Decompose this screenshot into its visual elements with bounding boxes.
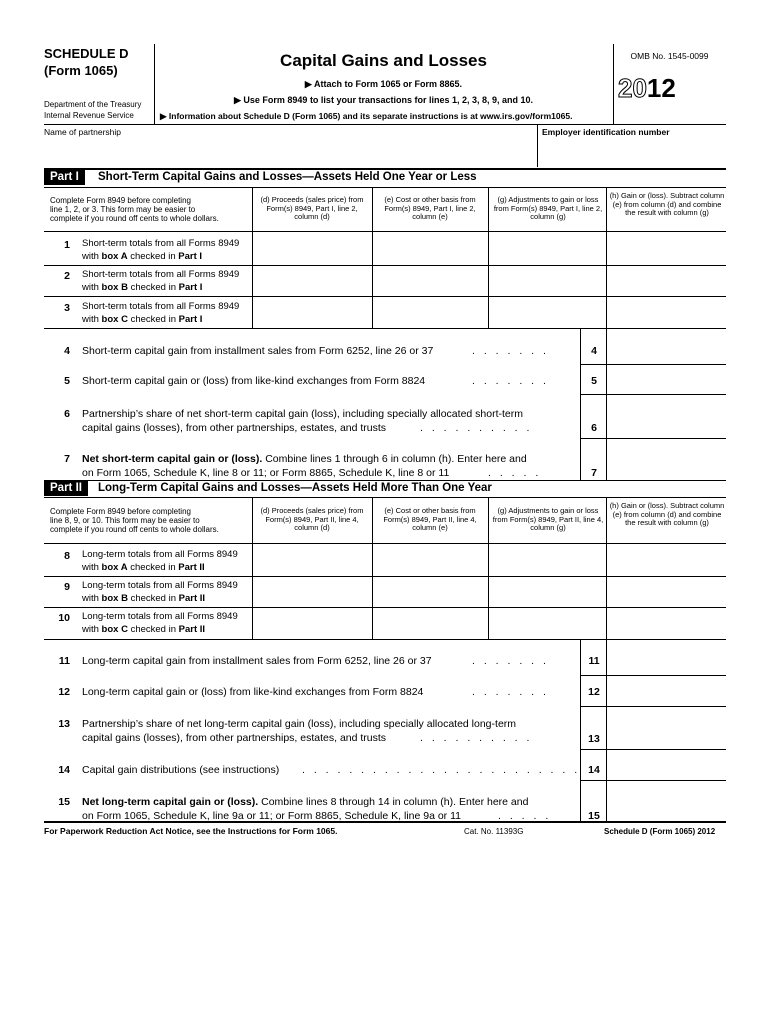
line-5-input[interactable] xyxy=(608,366,724,392)
line-2-desc: Short-term totals from all Forms 8949 xyxy=(82,269,240,280)
part2-badge: Part II xyxy=(44,481,88,496)
ein-field[interactable] xyxy=(540,138,724,164)
line-7-desc-a: Net short-term capital gain or (loss). Combine lines 1 through 6 in column (h). Enter here and xyxy=(82,453,527,465)
info-note: ▶ Information about Schedule D (Form 1065) and its separate instructions is at www.irs.gov/form1065. xyxy=(160,111,573,121)
line-10-col-g-input[interactable] xyxy=(490,609,604,637)
line-6-desc-b: capital gains (losses), from other partnerships, estates, and trusts xyxy=(82,422,387,434)
line-9-number: 9 xyxy=(64,581,70,593)
partnership-name-field[interactable] xyxy=(46,138,534,164)
tax-year xyxy=(618,74,676,102)
tax-year-solid: 12 xyxy=(646,73,676,103)
line-15-box-number: 15 xyxy=(588,810,600,822)
line-11-box-number: 11 xyxy=(588,655,600,667)
line-5-desc: Short-term capital gain or (loss) from like-kind exchanges from Form 8824 xyxy=(82,375,426,387)
line-10-desc-b: with box C checked in Part II xyxy=(82,624,206,635)
schedule-label: SCHEDULE D xyxy=(44,46,129,61)
line-4-input[interactable] xyxy=(608,330,724,362)
attach-note: ▶ Attach to Form 1065 or Form 8865. xyxy=(304,79,463,89)
line-4-number: 4 xyxy=(64,345,70,357)
line-8-col-g-input[interactable] xyxy=(490,545,604,574)
line-12-input[interactable] xyxy=(608,677,724,704)
line-3-col-e-input[interactable] xyxy=(374,298,486,326)
line-10-col-h-input[interactable] xyxy=(608,609,724,637)
line-2-col-e-input[interactable] xyxy=(374,267,486,294)
line-1-number: 1 xyxy=(64,239,70,251)
line-12-box-number: 12 xyxy=(588,686,600,698)
line-2-number: 2 xyxy=(64,270,70,282)
line-6-box-number: 6 xyxy=(591,422,597,434)
line-1-desc: Short-term totals from all Forms 8949 xyxy=(82,238,240,249)
part1-badge: Part I xyxy=(44,170,85,185)
line-6-number: 6 xyxy=(64,408,70,420)
line-13-desc-a: Partnership’s share of net long-term capital gain (loss), including specially allocated long-term xyxy=(82,718,517,730)
part2-col-d-header: (d) Proceeds (sales price) from Form(s) 8949, Part II, line 4, column (d) xyxy=(260,506,364,532)
line-9-col-e-input[interactable] xyxy=(374,578,486,605)
line-12-number: 12 xyxy=(58,686,70,698)
part2-col-e-header: (e) Cost or other basis from Form(s) 8949, Part II, line 4, column (e) xyxy=(383,506,477,532)
line-8-desc: Long-term totals from all Forms 8949 xyxy=(82,549,238,560)
part2-note-2: line 8, 9, or 10. This form may be easier to xyxy=(50,516,200,525)
line-9-col-g-input[interactable] xyxy=(490,578,604,605)
line-14-desc: Capital gain distributions (see instructions) xyxy=(82,764,280,776)
line-13-number: 13 xyxy=(58,718,70,730)
line-3-col-g-input[interactable] xyxy=(490,298,604,326)
partnership-name-label: Name of partnership xyxy=(44,127,122,137)
part2-col-h-header: (h) Gain or (loss). Subtract column (e) from column (d) and combine the result with column (g) xyxy=(609,501,725,527)
part2-note-3: complete if you round off cents to whole dollars. xyxy=(50,525,219,534)
line-14-input[interactable] xyxy=(608,751,724,778)
part1-note-1: Complete Form 8949 before completing xyxy=(50,196,191,205)
line-2-desc-b: with box B checked in Part I xyxy=(82,282,203,293)
part2-title: Long-Term Capital Gains and Losses—Assets Held More Than One Year xyxy=(98,482,492,494)
part2-note-1: Complete Form 8949 before completing xyxy=(50,507,191,516)
line-15-desc-a: Net long-term capital gain or (loss). Combine lines 8 through 14 in column (h). Enter here and xyxy=(82,796,529,808)
part2-header xyxy=(44,481,726,496)
part1-col-d-header: (d) Proceeds (sales price) from Form(s) 8949, Part I, line 2, column (d) xyxy=(260,195,364,221)
line-3-desc: Short-term totals from all Forms 8949 xyxy=(82,301,240,312)
line-1-desc-b: with box A checked in Part I xyxy=(82,251,203,262)
line-13-input[interactable] xyxy=(608,708,724,747)
line-8-col-h-input[interactable] xyxy=(608,545,724,574)
line-2-col-d-input[interactable] xyxy=(254,267,370,294)
line-9-desc-b: with box B checked in Part II xyxy=(82,593,206,604)
form-label: (Form 1065) xyxy=(44,63,118,78)
line-11-number: 11 xyxy=(58,655,70,667)
line-3-col-h-input[interactable] xyxy=(608,298,724,326)
line-15-number: 15 xyxy=(58,796,70,808)
line-1-col-e-input[interactable] xyxy=(374,233,486,263)
line-8-col-d-input[interactable] xyxy=(254,545,370,574)
form-footer-id: Schedule D (Form 1065) 2012 xyxy=(604,827,716,836)
line-8-number: 8 xyxy=(64,550,70,562)
line-8-desc-b: with box A checked in Part II xyxy=(82,562,205,573)
part1-note-2: line 1, 2, or 3. This form may be easier to xyxy=(50,205,196,214)
part1-title: Short-Term Capital Gains and Losses—Assets Held One Year or Less xyxy=(98,171,477,183)
paperwork-notice: For Paperwork Reduction Act Notice, see the Instructions for Form 1065. xyxy=(44,826,338,836)
line-12-desc: Long-term capital gain or (loss) from like-kind exchanges from Form 8824 xyxy=(82,686,424,698)
part1-col-e-header: (e) Cost or other basis from Form(s) 8949, Part I, line 2, column (e) xyxy=(384,195,476,221)
part1-col-g-header: (g) Adjustments to gain or loss from Form(s) 8949, Part I, line 2, column (g) xyxy=(493,195,603,221)
line-11-input[interactable] xyxy=(608,641,724,673)
line-7-number: 7 xyxy=(64,453,70,465)
line-10-desc: Long-term totals from all Forms 8949 xyxy=(82,611,238,622)
line-1-col-g-input[interactable] xyxy=(490,233,604,263)
line-9-desc: Long-term totals from all Forms 8949 xyxy=(82,580,238,591)
catalog-number: Cat. No. 11393G xyxy=(464,827,524,836)
line-6-input[interactable] xyxy=(608,396,724,436)
line-2-col-g-input[interactable] xyxy=(490,267,604,294)
line-2-col-h-input[interactable] xyxy=(608,267,724,294)
omb-number: OMB No. 1545-0099 xyxy=(630,51,709,61)
line-7-box-number: 7 xyxy=(591,467,597,479)
line-6-desc-a: Partnership’s share of net short-term capital gain (loss), including specially allocated short-term xyxy=(82,408,524,420)
ein-label: Employer identification number xyxy=(542,127,670,137)
line-9-col-d-input[interactable] xyxy=(254,578,370,605)
line-4-desc: Short-term capital gain from installment sales from Form 6252, line 26 or 37 xyxy=(82,345,434,357)
line-13-desc-b: capital gains (losses), from other partnerships, estates, and trusts xyxy=(82,732,387,744)
irs-label: Internal Revenue Service xyxy=(44,111,134,120)
line-8-col-e-input[interactable] xyxy=(374,545,486,574)
line-15-desc-b: on Form 1065, Schedule K, line 9a or 11; or Form 8865, Schedule K, line 9a or 11 xyxy=(82,810,461,822)
line-15-input[interactable] xyxy=(608,782,724,819)
line-10-col-e-input[interactable] xyxy=(374,609,486,637)
line-1-col-h-input[interactable] xyxy=(608,233,724,263)
page-title: Capital Gains and Losses xyxy=(280,51,487,70)
line-10-number: 10 xyxy=(58,612,70,624)
line-13-box-number: 13 xyxy=(588,733,600,745)
line-4-box-number: 4 xyxy=(591,345,597,357)
line-10-col-d-input[interactable] xyxy=(254,609,370,637)
line-11-desc: Long-term capital gain from installment sales from Form 6252, line 26 or 37 xyxy=(82,655,432,667)
part1-header xyxy=(44,170,726,185)
tax-year-outline: 20 xyxy=(618,73,647,103)
line-1-col-d-input[interactable] xyxy=(254,233,370,263)
line-9-col-h-input[interactable] xyxy=(608,578,724,605)
line-3-desc-b: with box C checked in Part I xyxy=(82,314,203,325)
line-14-box-number: 14 xyxy=(588,764,600,776)
part1-note-3: complete if you round off cents to whole dollars. xyxy=(50,214,219,223)
line-3-number: 3 xyxy=(64,302,70,314)
line-5-number: 5 xyxy=(64,375,70,387)
line-7-input[interactable] xyxy=(608,440,724,478)
part2-col-g-header: (g) Adjustments to gain or loss from Form(s) 8949, Part II, line 4, column (g) xyxy=(492,506,604,532)
line-7-desc-b: on Form 1065, Schedule K, line 8 or 11; or Form 8865, Schedule K, line 8 or 11 xyxy=(82,467,450,479)
line-5-box-number: 5 xyxy=(591,375,597,387)
part1-col-h-header: (h) Gain or (loss). Subtract column (e) from column (d) and combine the result with column (g) xyxy=(609,191,725,217)
form8949-note: ▶ Use Form 8949 to list your transactions for lines 1, 2, 3, 8, 9, and 10. xyxy=(233,95,534,105)
line-3-col-d-input[interactable] xyxy=(254,298,370,326)
line-14-number: 14 xyxy=(58,764,70,776)
dept-label: Department of the Treasury xyxy=(44,100,142,109)
